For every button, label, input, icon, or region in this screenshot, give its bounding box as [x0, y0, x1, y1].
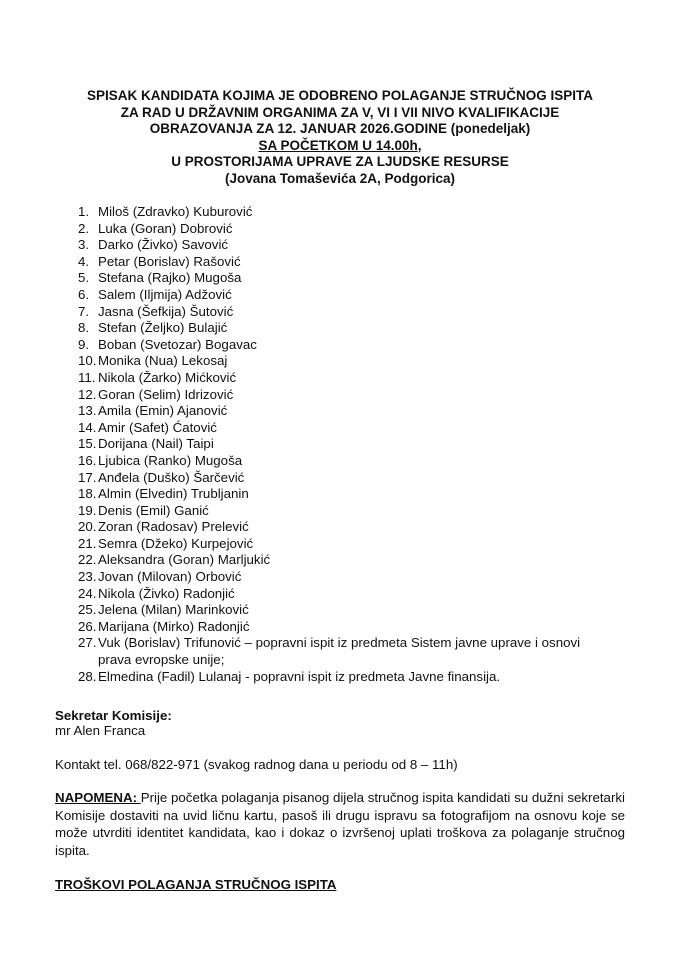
candidate-name: Stefan (Željko) Bulajić — [98, 320, 228, 336]
candidate-item — [78, 403, 608, 420]
candidate-name: Semra (Džeko) Kurpejović — [98, 535, 254, 551]
candidate-name: Goran (Selim) Idrizović — [98, 386, 234, 402]
candidate-number: 22. — [78, 552, 97, 568]
candidate-name: Aleksandra (Goran) Marljukić — [98, 552, 271, 568]
candidate-number: 9. — [78, 336, 90, 352]
note-text: Prije početka polaganja pisanog dijela stručnog ispita kandidati su dužni sekretarki Komisije dostaviti na uvid ličnu kartu, pasoš ili drugu ispravu sa fotografijom na osnovu koje se može utvrditi identitet kandidata, kao i dokaz o izvršenoj uplati troškova za polaganje stručnog ispita. — [55, 790, 625, 858]
candidate-number: 10. — [78, 353, 97, 369]
candidate-name: Miloš (Zdravko) Kuburović — [98, 204, 253, 219]
candidate-name: Almin (Elvedin) Trubljanin — [98, 486, 249, 502]
candidate-item — [78, 270, 608, 287]
candidate-item — [78, 569, 608, 586]
candidate-name: Amir (Safet) Ćatović — [98, 419, 217, 435]
candidate-number: 8. — [78, 320, 90, 336]
candidate-item — [78, 602, 608, 619]
candidate-item — [78, 237, 608, 254]
candidate-number: 24. — [78, 585, 97, 601]
candidate-item — [78, 536, 608, 553]
candidate-number: 15. — [78, 436, 97, 452]
candidate-item — [78, 287, 608, 304]
candidate-number: 16. — [78, 452, 97, 468]
secretary-name: mr Alen Franca — [55, 723, 146, 738]
candidate-number: 23. — [78, 569, 97, 585]
candidate-number: 25. — [78, 602, 97, 618]
candidate-number: 26. — [78, 618, 97, 634]
candidate-item — [78, 669, 608, 686]
punctuation: , — [417, 137, 422, 153]
secretary-label: Sekretar Komisije: — [55, 708, 172, 723]
candidate-name: Salem (Iljmija) Adžović — [98, 286, 232, 302]
title-line: ZA RAD U DRŽAVNIM ORGANIMA ZA V, VI I VII NIVO KVALIFIKACIJE — [120, 104, 560, 120]
candidate-number: 5. — [78, 270, 90, 286]
note-label: NAPOMENA: — [55, 790, 141, 805]
candidate-number: 14. — [78, 419, 97, 435]
candidate-number: 12. — [78, 386, 97, 402]
candidate-item — [78, 619, 608, 636]
candidate-item — [78, 552, 608, 569]
candidate-name: Nikola (Živko) Radonjić — [98, 585, 235, 601]
candidate-number: 13. — [78, 403, 97, 419]
candidate-number: 18. — [78, 486, 97, 502]
candidate-name: Luka (Goran) Dobrović — [98, 220, 233, 236]
document-title — [40, 88, 640, 188]
candidate-name: Jelena (Milan) Marinković — [98, 602, 249, 618]
candidate-number: 28. — [78, 668, 97, 684]
candidate-item — [78, 387, 608, 404]
candidate-name: Jovan (Milovan) Orbović — [98, 569, 242, 585]
candidate-number: 11. — [78, 369, 96, 385]
candidate-name: Ljubica (Ranko) Mugoša — [98, 452, 243, 468]
title-line: OBRAZOVANJA ZA 12. JANUAR 2026.GODINE (ponedeljak) — [149, 121, 531, 137]
candidate-name: Dorijana (Nail) Taipi — [98, 436, 214, 452]
title-line: SPISAK KANDIDATA KOJIMA JE ODOBRENO POLAGANJE STRUČNOG ISPITA — [86, 88, 594, 103]
candidate-name: Amila (Emin) Ajanović — [98, 403, 228, 419]
candidate-item — [78, 204, 608, 221]
title-line: (Jovana Tomaševića 2A, Podgorica) — [224, 170, 456, 186]
candidate-item — [78, 635, 608, 668]
candidate-name: Boban (Svetozar) Bogavac — [98, 336, 257, 352]
candidate-list — [78, 204, 608, 685]
candidate-item — [78, 221, 608, 238]
candidate-item — [78, 337, 608, 354]
candidate-item — [78, 486, 608, 503]
candidate-number: 1. — [78, 204, 90, 219]
candidate-name: Monika (Nua) Lekosaj — [98, 353, 228, 369]
candidate-item — [78, 320, 608, 337]
candidate-name: Darko (Živko) Savović — [98, 237, 229, 253]
candidate-number: 27. — [78, 635, 97, 651]
candidate-item — [78, 436, 608, 453]
contact-info: Kontakt tel. 068/822-971 (svakog radnog dana u periodu od 8 – 11h) — [55, 757, 458, 772]
candidate-number: 7. — [78, 303, 90, 319]
note-paragraph — [55, 789, 625, 859]
candidate-name: Nikola (Žarko) Mićković — [98, 369, 237, 385]
candidate-item — [78, 586, 608, 603]
title-line: U PROSTORIJAMA UPRAVE ZA LJUDSKE RESURSE — [171, 154, 509, 170]
candidate-item — [78, 453, 608, 470]
costs-heading: TROŠKOVI POLAGANJA STRUČNOG ISPITA — [55, 877, 337, 892]
candidate-name: Jasna (Šefkija) Šutović — [98, 303, 234, 319]
candidate-number: 20. — [78, 519, 97, 535]
candidate-item — [78, 503, 608, 520]
candidate-number: 21. — [78, 535, 97, 551]
candidate-number: 3. — [78, 237, 90, 253]
title-line-time — [40, 138, 640, 155]
candidate-item — [78, 470, 608, 487]
candidate-name: Anđela (Duško) Šarčević — [98, 469, 245, 485]
candidate-item — [78, 254, 608, 271]
candidate-name: Denis (Emil) Ganić — [98, 502, 209, 518]
candidate-item — [78, 519, 608, 536]
candidate-name: Stefana (Rajko) Mugoša — [98, 270, 242, 286]
candidate-number: 19. — [78, 502, 97, 518]
candidate-name: Marijana (Mirko) Radonjić — [98, 618, 250, 634]
candidate-number: 4. — [78, 253, 90, 269]
candidate-name: Petar (Borislav) Rašović — [98, 253, 241, 269]
start-time: SA POČETKOM U 14.00h — [258, 137, 418, 153]
candidate-name: Vuk (Borislav) Trifunović – popravni ispit iz predmeta Sistem javne uprave i osnovi prava evropske unije; — [98, 635, 581, 668]
candidate-item — [78, 420, 608, 437]
candidate-name: Elmedina (Fadil) Lulanaj - popravni ispit iz predmeta Javne finansija. — [98, 668, 501, 684]
candidate-number: 6. — [78, 286, 90, 302]
candidate-item — [78, 353, 608, 370]
candidate-item — [78, 304, 608, 321]
candidate-number: 2. — [78, 220, 90, 236]
candidate-name: Zoran (Radosav) Prelević — [98, 519, 249, 535]
candidate-number: 17. — [78, 469, 97, 485]
candidate-item — [78, 370, 608, 387]
